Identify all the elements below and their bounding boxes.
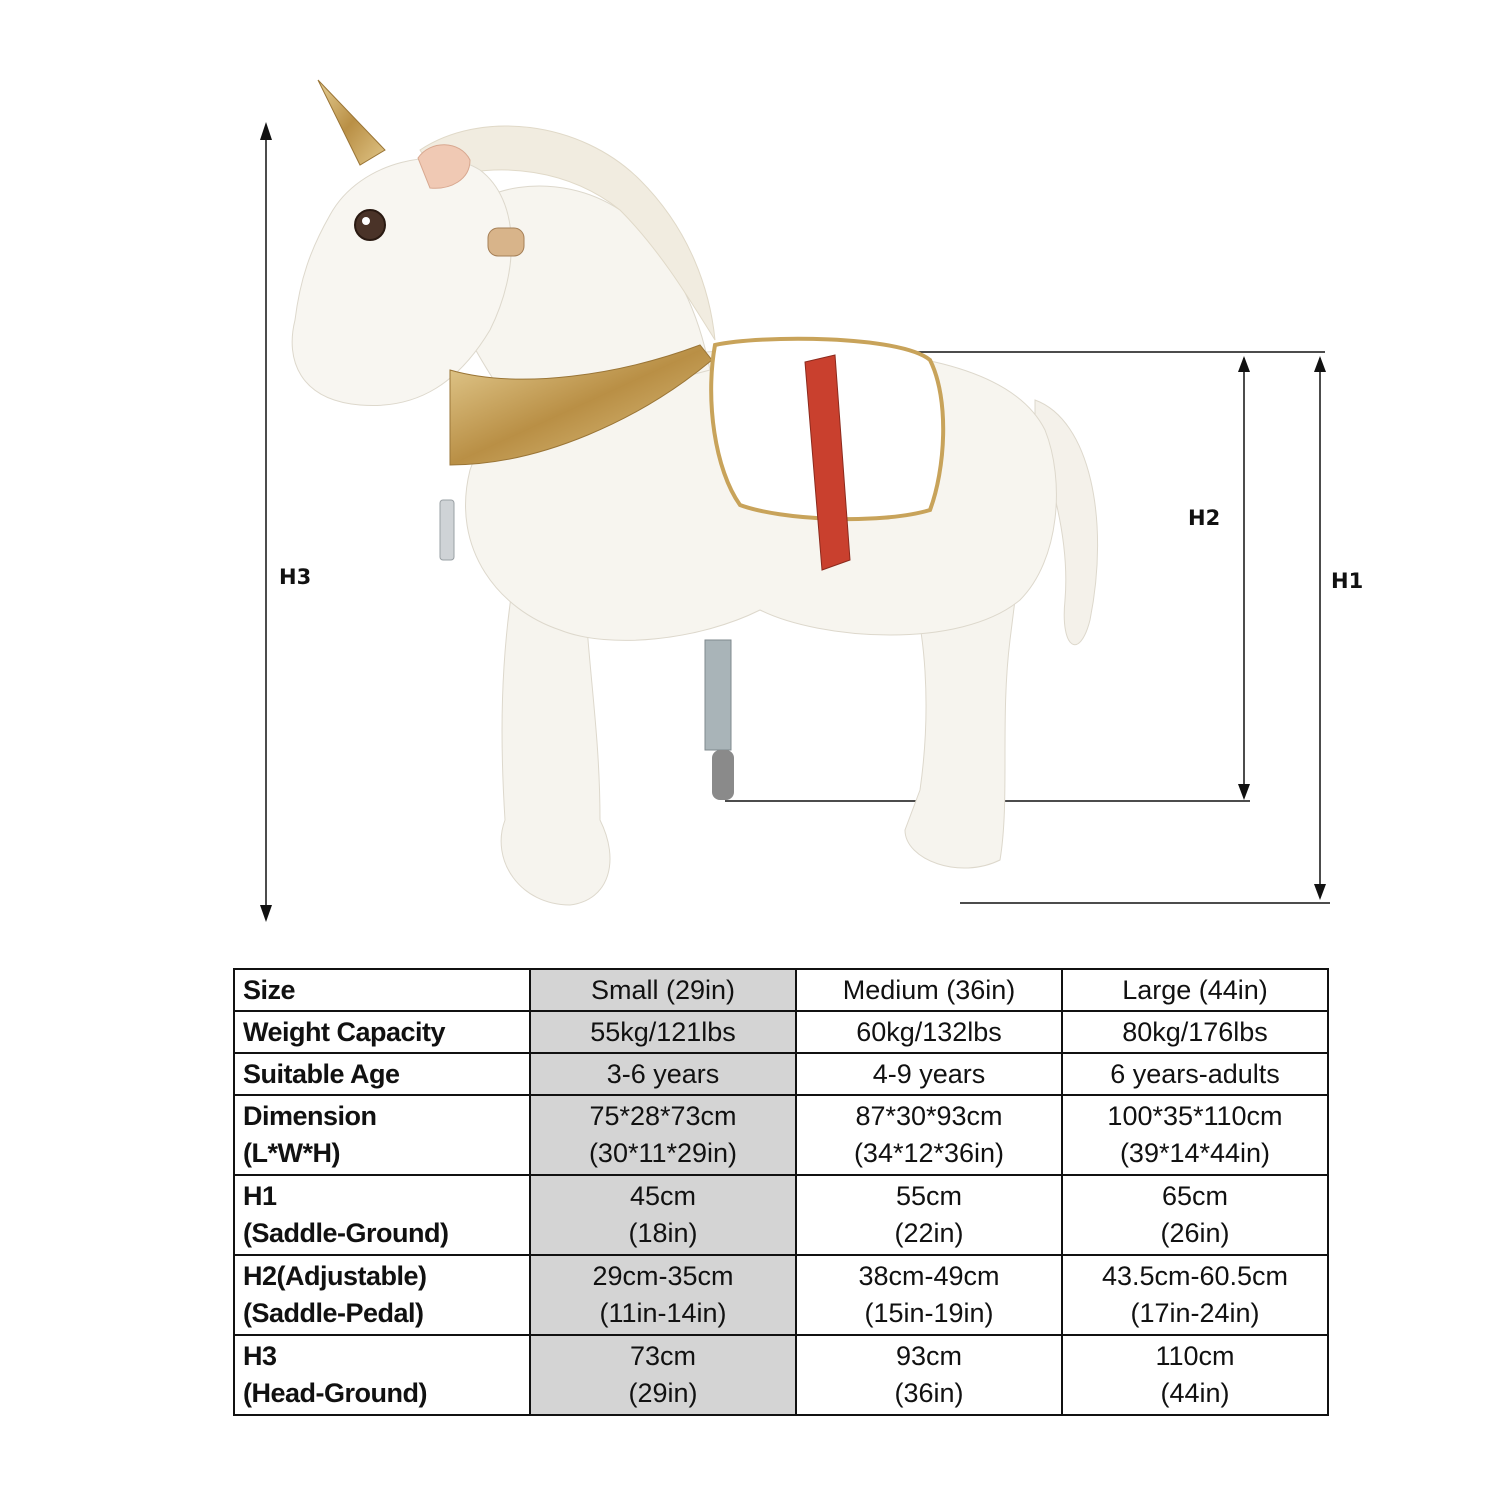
table-row	[234, 1175, 1328, 1255]
cell-line: (30*11*29in)	[588, 1138, 738, 1168]
row-header	[234, 1095, 530, 1175]
table-cell	[530, 1011, 796, 1053]
cell-line: (26in)	[1160, 1218, 1230, 1248]
cell-line: 45cm	[629, 1181, 697, 1211]
table-row	[234, 1335, 1328, 1415]
cell-line: 55cm	[895, 1181, 963, 1211]
row-header-line: (Saddle-Ground)	[243, 1218, 449, 1248]
cell-line: (17in-24in)	[1130, 1298, 1260, 1328]
size-spec-table	[233, 968, 1329, 1416]
table-row	[234, 1095, 1328, 1175]
h2-label: H2	[1188, 506, 1221, 530]
cell-line: 3-6 years	[606, 1058, 720, 1089]
cell-line: 55kg/121lbs	[590, 1016, 736, 1047]
table-cell	[796, 969, 1062, 1011]
row-header-line: Size	[243, 974, 296, 1005]
row-header	[234, 1175, 530, 1255]
table-cell	[530, 969, 796, 1011]
table-cell	[796, 1095, 1062, 1175]
row-header-line: Suitable Age	[243, 1058, 400, 1089]
cell-line: (44in)	[1160, 1378, 1230, 1408]
table-cell	[1062, 1095, 1328, 1175]
table-row	[234, 969, 1328, 1011]
cell-line: 4-9 years	[872, 1058, 986, 1089]
cell-line: 110cm	[1155, 1341, 1235, 1371]
row-header-line: (Head-Ground)	[243, 1378, 427, 1408]
cell-line: 75*28*73cm	[589, 1101, 737, 1131]
table-cell	[796, 1175, 1062, 1255]
cell-line: (36in)	[894, 1378, 964, 1408]
cell-line: 6 years-adults	[1110, 1058, 1280, 1089]
table-cell	[530, 1255, 796, 1335]
row-header-line: (L*W*H)	[243, 1138, 340, 1168]
cell-line: (22in)	[894, 1218, 964, 1248]
row-header	[234, 1053, 530, 1095]
row-header	[234, 1255, 530, 1335]
table-cell	[796, 1053, 1062, 1095]
row-header-line: H2(Adjustable)	[243, 1261, 427, 1291]
table-cell	[1062, 1053, 1328, 1095]
table-cell	[530, 1095, 796, 1175]
cell-line: 43.5cm-60.5cm	[1101, 1261, 1289, 1291]
cell-line: (34*12*36in)	[853, 1138, 1005, 1168]
cell-line: 87*30*93cm	[855, 1101, 1003, 1131]
row-header	[234, 1011, 530, 1053]
cell-line: Medium (36in)	[842, 974, 1016, 1005]
cell-line: (11in-14in)	[599, 1298, 727, 1328]
table-cell	[796, 1335, 1062, 1415]
table-cell	[530, 1335, 796, 1415]
table-cell	[530, 1053, 796, 1095]
table-cell	[1062, 1255, 1328, 1335]
h1-label: H1	[1331, 569, 1364, 593]
cell-line: 100*35*110cm	[1107, 1101, 1283, 1131]
table-cell	[796, 1011, 1062, 1053]
table-row	[234, 1255, 1328, 1335]
table-cell	[1062, 969, 1328, 1011]
h3-dimension-arrow	[260, 122, 272, 922]
row-header	[234, 1335, 530, 1415]
cell-line: (18in)	[628, 1218, 698, 1248]
table-cell	[1062, 1175, 1328, 1255]
cell-line: Large (44in)	[1122, 974, 1268, 1005]
cell-line: 29cm-35cm	[592, 1261, 734, 1291]
cell-line: (29in)	[628, 1378, 698, 1408]
cell-line: 80kg/176lbs	[1122, 1016, 1268, 1047]
table-cell	[1062, 1335, 1328, 1415]
cell-line: 65cm	[1161, 1181, 1229, 1211]
table-cell	[796, 1255, 1062, 1335]
cell-line: 93cm	[895, 1341, 963, 1371]
row-header-line: Dimension	[243, 1101, 377, 1131]
row-header-line: Weight Capacity	[243, 1016, 446, 1047]
cell-line: (15in-19in)	[864, 1298, 994, 1328]
cell-line: 73cm	[629, 1341, 697, 1371]
table-row	[234, 1053, 1328, 1095]
cell-line: 60kg/132lbs	[856, 1016, 1002, 1047]
row-header	[234, 969, 530, 1011]
table-cell	[530, 1175, 796, 1255]
row-header-line: H1	[243, 1181, 277, 1211]
table-row	[234, 1011, 1328, 1053]
row-header-line: H3	[243, 1341, 277, 1371]
cell-line: Small (29in)	[590, 974, 736, 1005]
h3-label: H3	[279, 565, 312, 589]
unicorn-toy	[292, 80, 1097, 905]
cell-line: 38cm-49cm	[858, 1261, 1000, 1291]
table-cell	[1062, 1011, 1328, 1053]
cell-line: (39*14*44in)	[1119, 1138, 1271, 1168]
row-header-line: (Saddle-Pedal)	[243, 1298, 424, 1328]
